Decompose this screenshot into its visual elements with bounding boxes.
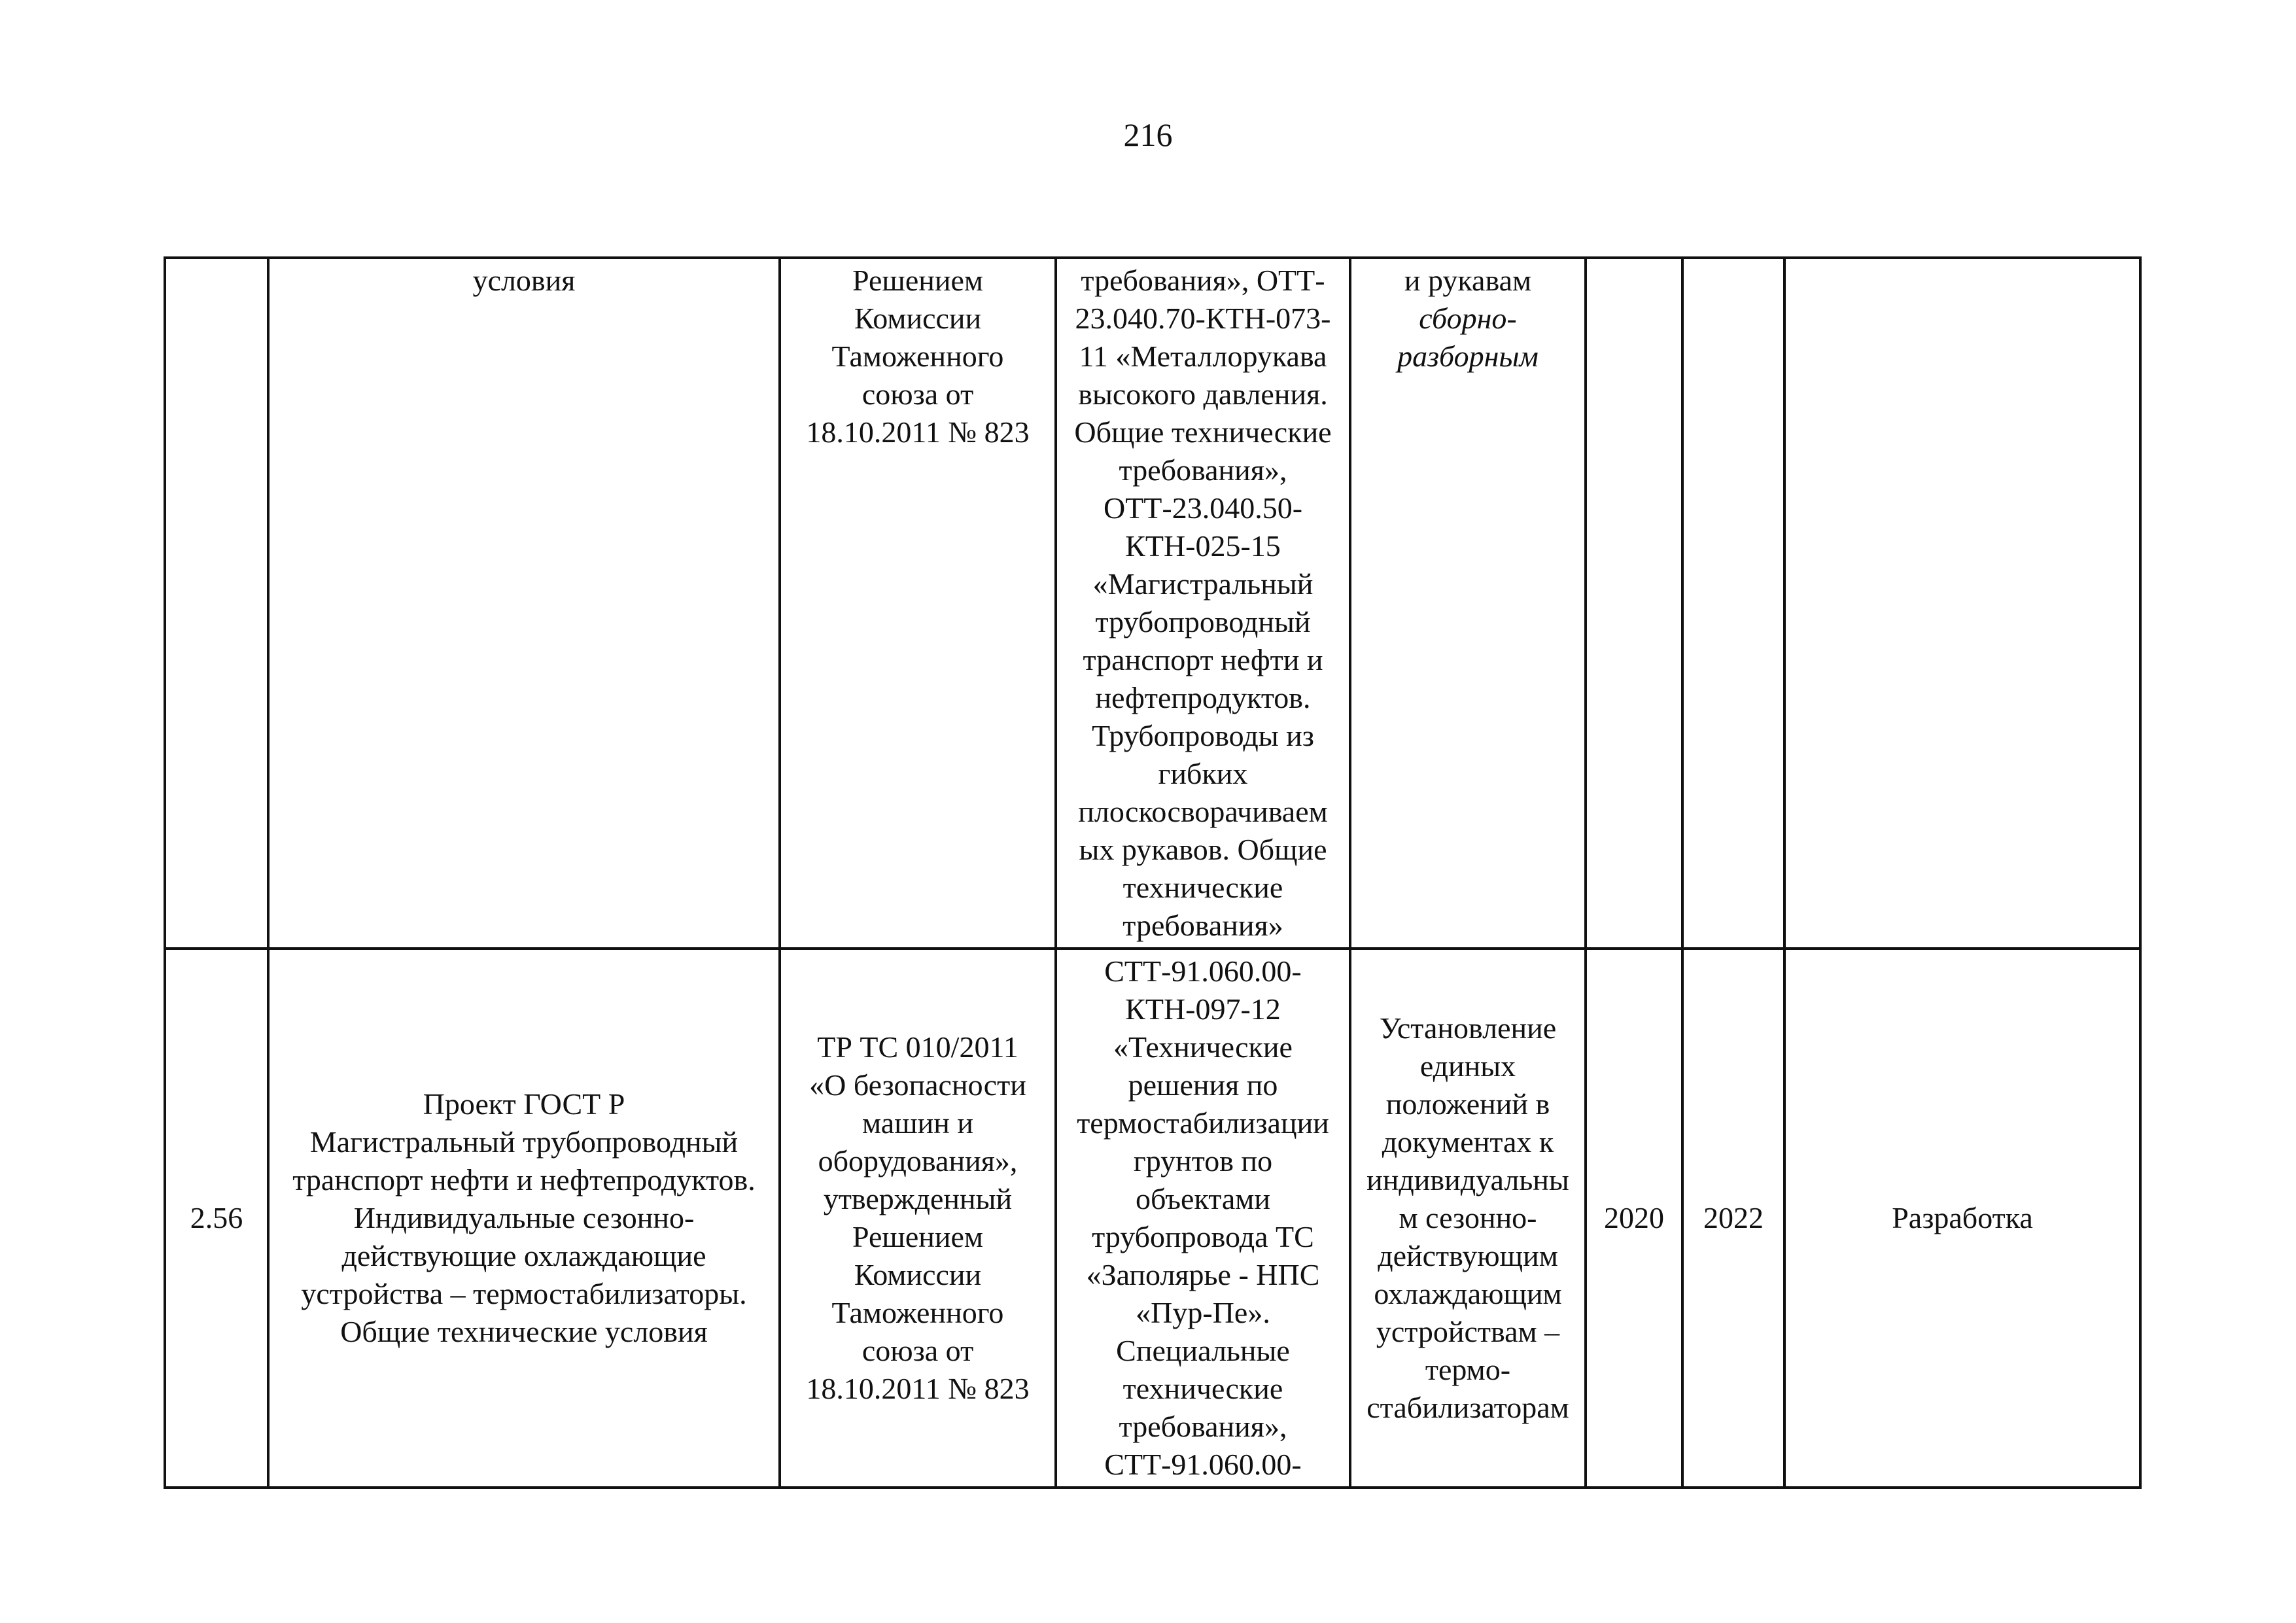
row-number-cell: 2.56 [165, 949, 268, 1488]
cell-text-line: термостабилизации [1077, 1106, 1329, 1140]
cell-text-line: ОТТ-23.040.50- [1103, 491, 1303, 525]
cell-text-line: машин и [862, 1106, 973, 1140]
cell-text-line: устройствам – [1376, 1315, 1560, 1348]
cell-text-line: Комиссии [854, 1258, 982, 1291]
cell-text-line: транспорт нефти и [1083, 643, 1323, 676]
cell-text-line: КТН-097-12 [1125, 992, 1281, 1026]
cell-text-line: «Пур-Пе». [1136, 1296, 1270, 1329]
cell-text-line: технические [1122, 871, 1283, 904]
cell-text-line: трубопровода ТС [1092, 1220, 1314, 1253]
cell-text-line: КТН-025-15 [1125, 529, 1281, 563]
cell-text-line: единых [1419, 1049, 1516, 1083]
end-year-cell [1682, 258, 1784, 949]
cell-text-line: плоскосворачиваем [1078, 795, 1328, 828]
cell-text-line: охлаждающим [1374, 1277, 1562, 1310]
cell-text-line: требования» [1122, 909, 1283, 942]
basis-cell [780, 949, 1056, 1488]
standard-name-cell [268, 258, 780, 949]
cell-text-line: «Технические [1113, 1030, 1293, 1064]
cell-text-line: устройства – термостабилизаторы. [301, 1277, 747, 1310]
tech-documents-cell [1056, 949, 1350, 1488]
cell-text-line: действующие охлаждающие [341, 1239, 706, 1272]
cell-text-line: Трубопроводы из [1092, 719, 1314, 752]
cell-text-line: Общие технические условия [340, 1315, 708, 1348]
cell-text-line: союза от [861, 1334, 974, 1367]
cell-text-line: Решением [852, 264, 983, 297]
cell-text-line: Таможенного [831, 340, 1004, 373]
table-row [165, 949, 2140, 1488]
cell-text-line: документах к [1382, 1125, 1554, 1159]
cell-text-line: и рукавам [1404, 264, 1532, 297]
cell-text-line: термо- [1425, 1353, 1511, 1386]
cell-text-line: технические [1122, 1372, 1283, 1405]
cell-text-line: «Магистральный [1092, 567, 1313, 601]
row-number-cell [165, 258, 268, 949]
cell-text-line: трубопроводный [1095, 605, 1311, 638]
cell-text-line: Магистральный трубопроводный [309, 1125, 739, 1159]
cell-text-line: условия [472, 264, 576, 297]
purpose-cell [1350, 949, 1586, 1488]
table-row [165, 258, 2140, 949]
cell-text-line: Таможенного [831, 1296, 1004, 1329]
cell-text-line: «Заполярье - НПС [1086, 1258, 1320, 1291]
cell-text-line: сборно- [1419, 302, 1517, 335]
tech-documents-cell [1056, 258, 1350, 949]
cell-text-line: СТТ-91.060.00- [1104, 1448, 1302, 1481]
purpose-cell [1350, 258, 1586, 949]
basis-cell [780, 258, 1056, 949]
cell-text-line: решения по [1128, 1068, 1278, 1102]
cell-text-line: стабилизаторам [1366, 1391, 1569, 1424]
cell-text-line: 18.10.2011 № 823 [806, 415, 1030, 449]
cell-text-line: оборудования», [818, 1144, 1018, 1178]
cell-text-line: ТР ТС 010/2011 [817, 1030, 1018, 1064]
standards-table [164, 256, 2142, 1489]
page-number: 216 [1123, 116, 1173, 153]
cell-text-line: СТТ-91.060.00- [1104, 954, 1302, 988]
cell-text-line: требования», [1119, 453, 1287, 487]
end-year-cell: 2022 [1682, 949, 1784, 1488]
cell-text-line: индивидуальны [1366, 1163, 1569, 1196]
cell-text-line: транспорт нефти и нефтепродуктов. [292, 1163, 756, 1196]
start-year-cell [1586, 258, 1682, 949]
cell-text-line: гибких [1158, 757, 1248, 790]
cell-text-line: союза от [861, 377, 974, 411]
cell-text-line: нефтепродуктов. [1095, 681, 1311, 714]
cell-text-line: ых рукавов. Общие [1079, 833, 1327, 866]
cell-text-line: утвержденный [823, 1182, 1013, 1215]
cell-text-line: высокого давления. [1078, 377, 1328, 411]
cell-text-line: Общие технические [1074, 415, 1332, 449]
stage-cell: Разработка [1784, 949, 2140, 1488]
cell-text-line: «О безопасности [809, 1068, 1026, 1102]
cell-text-line: Индивидуальные сезонно- [353, 1201, 695, 1234]
cell-text-line: Решением [852, 1220, 983, 1253]
start-year-cell: 2020 [1586, 949, 1682, 1488]
cell-text-line: грунтов по [1133, 1144, 1273, 1178]
cell-text-line: требования», [1119, 1410, 1287, 1443]
cell-text-line: Установление [1379, 1011, 1557, 1045]
cell-text-line: Специальные [1116, 1334, 1290, 1367]
cell-text-line: разборным [1397, 340, 1539, 373]
cell-text-line: объектами [1135, 1182, 1270, 1215]
cell-text-line: Комиссии [854, 302, 982, 335]
cell-text-line: требования», ОТТ- [1081, 264, 1325, 297]
cell-text-line: Проект ГОСТ Р [423, 1087, 625, 1121]
cell-text-line: м сезонно- [1399, 1201, 1537, 1234]
cell-text-line: 11 «Металлорукава [1079, 340, 1327, 373]
cell-text-line: действующим [1378, 1239, 1558, 1272]
standard-name-cell [268, 949, 780, 1488]
cell-text-line: 23.040.70-КТН-073- [1075, 302, 1331, 335]
cell-text-line: 18.10.2011 № 823 [806, 1372, 1030, 1405]
cell-text-line: положений в [1385, 1087, 1550, 1121]
stage-cell [1784, 258, 2140, 949]
